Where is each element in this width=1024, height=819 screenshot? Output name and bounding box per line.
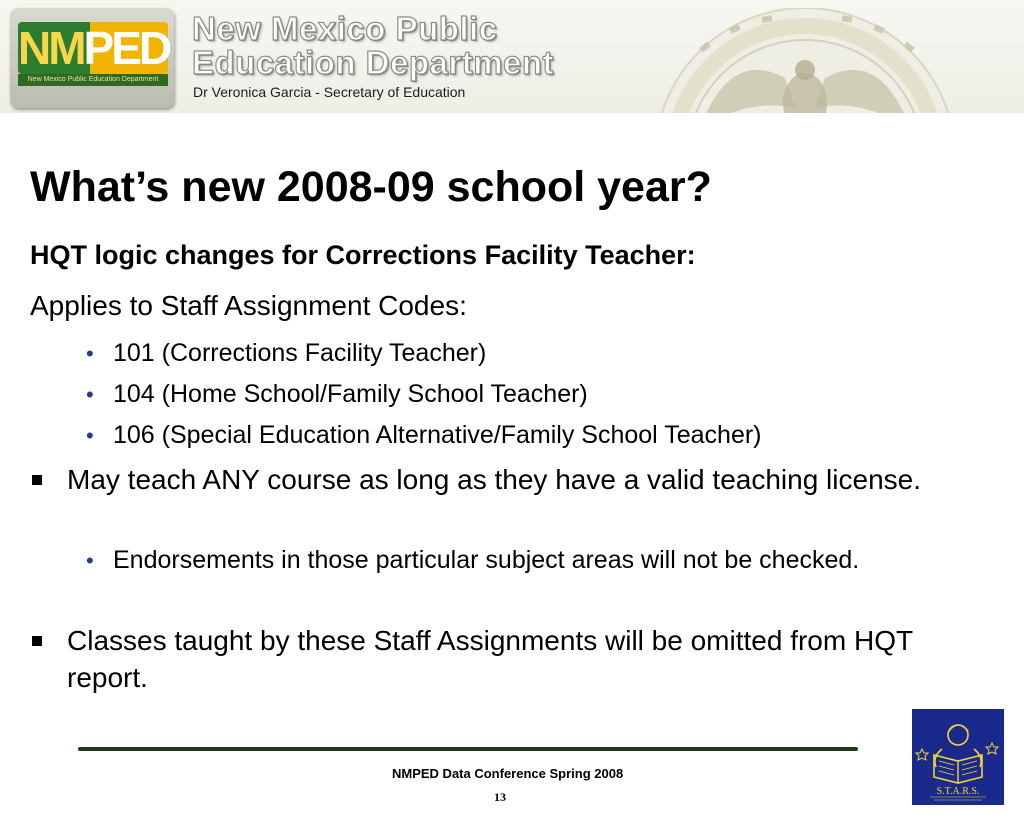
assignment-code-list xyxy=(86,333,762,456)
stars-logo xyxy=(912,709,1004,805)
stars-reader-icon xyxy=(912,709,1004,805)
department-title-line2: Education Department xyxy=(192,44,555,81)
assignment-code-text: 101 (Corrections Facility Teacher) xyxy=(113,339,487,367)
applies-to-label: Applies to Staff Assignment Codes: xyxy=(30,290,467,321)
square-bullet-icon xyxy=(32,475,42,485)
footer-divider xyxy=(78,747,858,751)
bullet-dot-icon: • xyxy=(86,341,94,366)
list-item xyxy=(86,415,762,456)
logo-ped: PED xyxy=(83,22,170,74)
section-subhead: HQT logic changes for Corrections Facility Teacher: xyxy=(30,240,696,270)
point-any-course: May teach ANY course as long as they have a valid teaching license. xyxy=(67,464,921,495)
page-number: 13 xyxy=(494,790,506,804)
slide-title: What’s new 2008-09 school year? xyxy=(30,163,712,211)
list-item xyxy=(86,333,762,374)
header-banner xyxy=(0,0,1024,113)
assignment-code-text: 104 (Home School/Family School Teacher) xyxy=(113,380,588,408)
stars-logo-text: S.T.A.R.S. xyxy=(936,786,980,797)
logo-tagline: New Mexico Public Education Department xyxy=(18,74,168,86)
point-omitted-report: Classes taught by these Staff Assignments will be omitted from HQT report. xyxy=(67,625,913,693)
list-item xyxy=(86,374,762,415)
bullet-dot-icon: • xyxy=(86,423,94,448)
nmped-logo xyxy=(10,8,174,108)
point-endorsements xyxy=(86,544,953,577)
logo-nm: NM xyxy=(18,22,84,74)
square-bullet-icon xyxy=(32,636,42,646)
state-seal-watermark xyxy=(580,8,1020,113)
footer-conference: NMPED Data Conference Spring 2008 xyxy=(392,766,624,781)
assignment-code-text: 106 (Special Education Alternative/Family School Teacher) xyxy=(113,421,762,449)
bullet-dot-icon: • xyxy=(86,548,94,573)
nmped-logo-mark xyxy=(18,22,168,74)
department-title-line1: New Mexico Public xyxy=(192,10,498,47)
secretary-line: Dr Veronica Garcia - Secretary of Education xyxy=(193,84,466,100)
endorsements-text: Endorsements in those particular subject areas will not be checked. xyxy=(113,546,860,574)
bullet-dot-icon: • xyxy=(86,382,94,407)
